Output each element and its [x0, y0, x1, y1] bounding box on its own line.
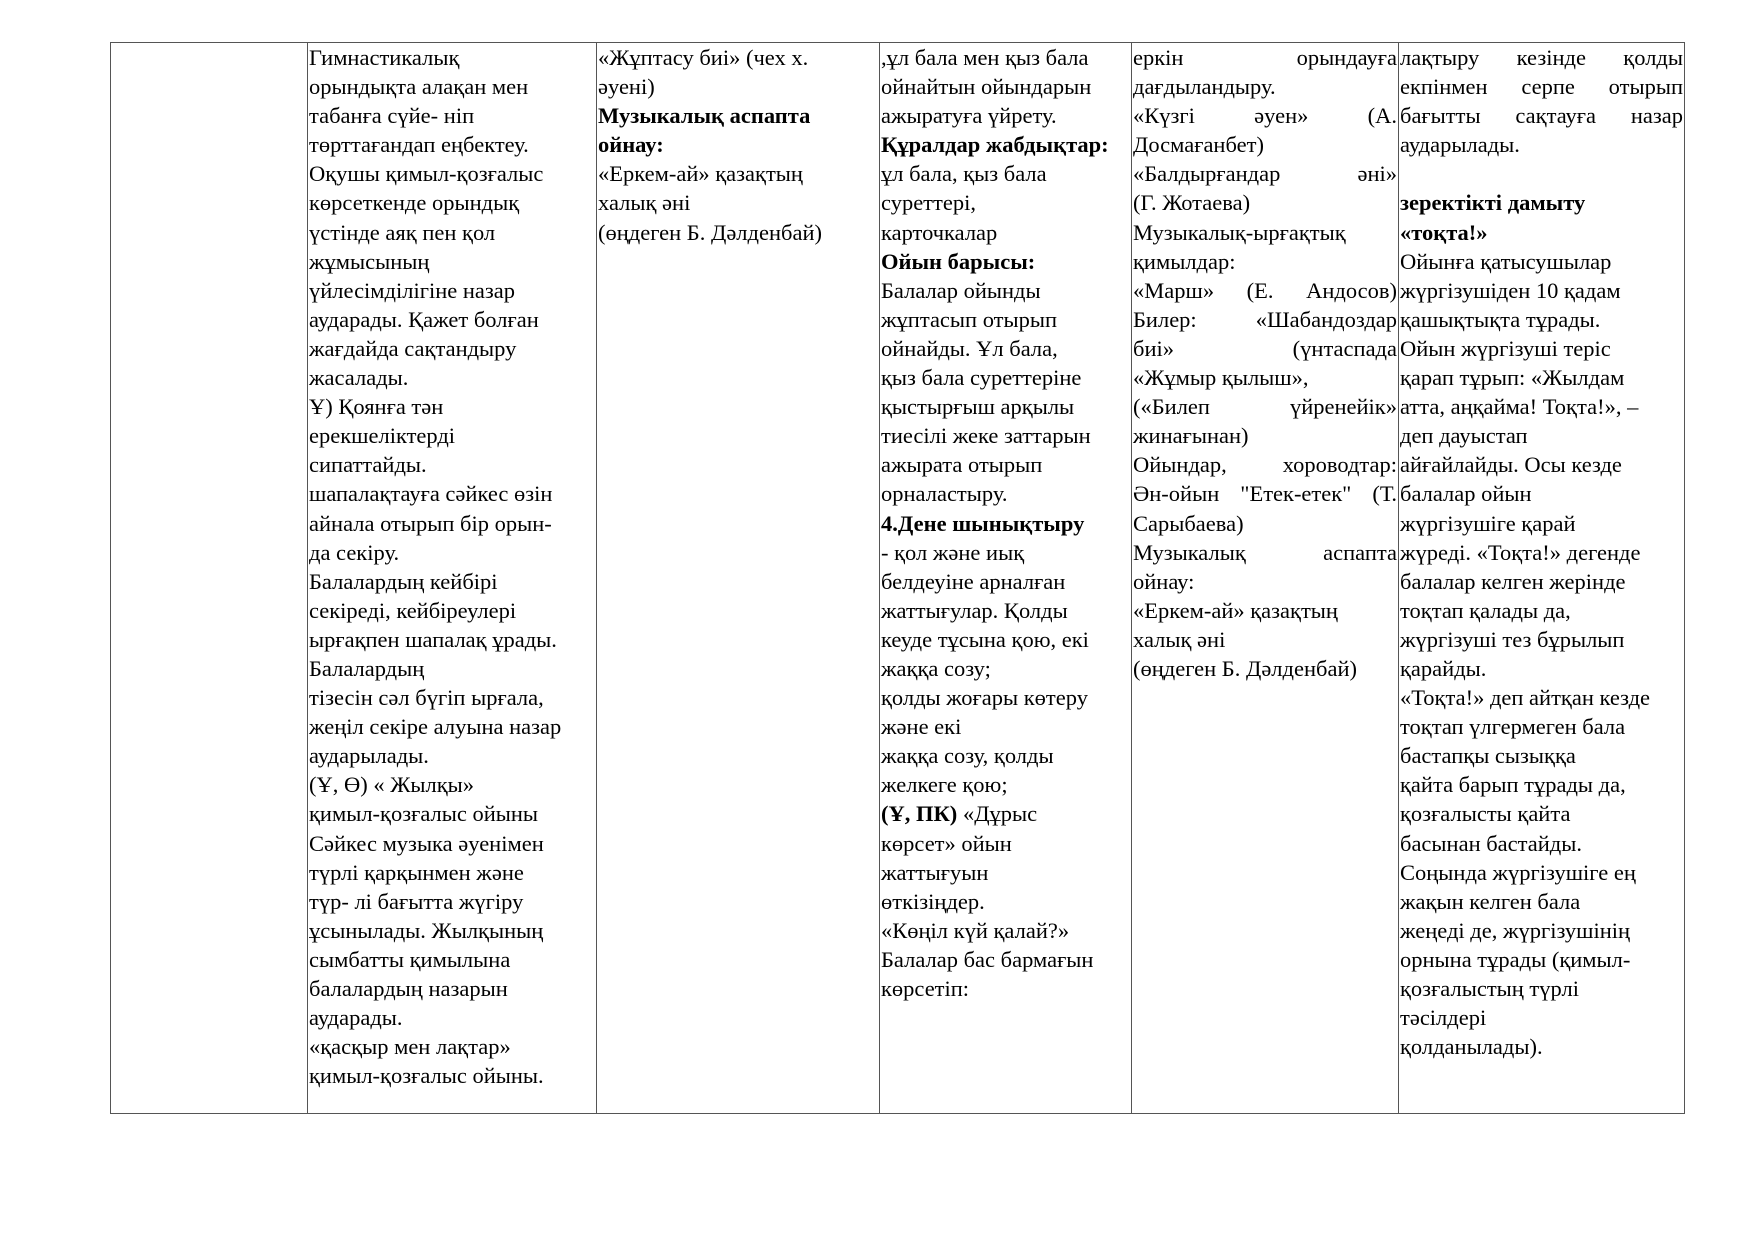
text-line: ұл бала, қыз бала [881, 161, 1047, 187]
text-line: суреттері, [881, 190, 976, 216]
text-line: лақтыру кезінде қолды [1400, 45, 1683, 70]
text-line: ерекшеліктерді [309, 423, 456, 449]
text-line: «Марш» (Е. Андосов) [1133, 277, 1397, 303]
text-line: Ән-ойын "Етек-етек" (Т. [1133, 481, 1397, 507]
text-line: 4.Дене шынықтыру [881, 510, 1085, 536]
text-line: ойнайтын ойындарын [881, 74, 1092, 100]
text-line: Музыкалық аспапта [1133, 539, 1397, 565]
text-line: «Көңіл күй қалай?» [881, 917, 1070, 943]
text-line: қыз бала суреттеріне [881, 365, 1082, 391]
text-line: жағдайда сақтандыру [309, 335, 517, 361]
text-line: тоқтап қалады да, [1400, 597, 1571, 623]
text-line: карточкалар [881, 219, 998, 245]
text-line [1400, 159, 1683, 188]
text-line: жұптасып отырып [881, 306, 1058, 332]
text-line: көрсет» ойын [881, 830, 1012, 856]
text-line: Балалардың [309, 655, 425, 681]
text-line: биі» (үнтаспада [1133, 335, 1397, 361]
text-line: Билер: «Шабандоздар [1133, 306, 1397, 332]
text-line: «Тоқта!» деп айтқан кезде [1400, 685, 1651, 711]
text-line: Ойынға қатысушылар [1400, 248, 1612, 274]
text-line: (Г. Жотаева) [1133, 190, 1251, 216]
text-line: аударылады. [309, 743, 429, 769]
text-line: жаттығулар. Қолды [881, 597, 1068, 623]
text-line: табанға сүйе- ніп [309, 103, 475, 129]
text-line: өткізіңдер. [881, 888, 985, 914]
text-line: жүргізушіден 10 қадам [1400, 277, 1621, 303]
text-line: «Жұмыр қылыш», [1133, 365, 1309, 391]
text-line: тоқтап үлгермеген бала [1400, 714, 1626, 740]
table-cell-col-3 [597, 43, 880, 1114]
text-line: (өңдеген Б. Дәлденбай) [598, 219, 822, 245]
text-line: қолданылады). [1400, 1034, 1543, 1060]
text-line: жеңіл секіре алуына назар [309, 714, 562, 740]
text-line: ажырата отырып [881, 452, 1043, 478]
text-line: ұсынылады. Жылқының [309, 917, 544, 943]
text-line: тізесін сәл бүгіп ырғала, [309, 685, 544, 711]
text-line: жасалады. [309, 365, 409, 391]
text-line: «Еркем-ай» қазақтың [1133, 597, 1338, 623]
text-line: орнына тұрады (қимыл- [1400, 946, 1631, 972]
text-line: Ұ) Қоянға тән [309, 394, 444, 420]
text-line: да секіру. [309, 539, 400, 565]
text-line: ырғақпен шапалақ ұрады. [309, 626, 557, 652]
text-line: қарайды. [1400, 655, 1487, 681]
text-line: ойнау: [598, 132, 664, 158]
text-line: Балалар бас бармағын [881, 946, 1094, 972]
text-line: айғайлайды. Осы кезде [1400, 452, 1622, 478]
text-line: Ойын барысы: [881, 248, 1036, 274]
table-cell-col-2 [308, 43, 597, 1114]
text-line: айнала отырып бір орын- [309, 510, 552, 536]
text-line: Музыкалық-ырғақтық [1133, 219, 1346, 245]
text-line: түрлі қарқынмен және [309, 859, 524, 885]
text-line: қимылдар: [1133, 248, 1236, 274]
text-line: Соңында жүргізушіге ең [1400, 859, 1636, 885]
text-line: аударылады. [1400, 132, 1520, 158]
text-line: тәсілдері [1400, 1005, 1487, 1031]
text-line: әуені) [598, 74, 655, 100]
text-line: қашықтықта тұрады. [1400, 306, 1601, 332]
text-line: қозғалыстың түрлі [1400, 976, 1579, 1001]
text-line: Ойындар, хороводтар: [1133, 452, 1397, 478]
text-line: «тоқта!» [1400, 219, 1488, 245]
lesson-plan-table [110, 42, 1685, 1114]
text-line: (Ұ, ПК) «Дұрыс [881, 801, 1038, 827]
text-line: халық әні [598, 190, 691, 216]
text-line: белдеуіне арналған [881, 568, 1066, 594]
text-line: секіреді, кейбіреулері [309, 597, 517, 623]
text-line: орналастыру. [881, 481, 1008, 507]
text-line: деп дауыстап [1400, 423, 1528, 449]
text-line: ойнау: [1133, 568, 1195, 594]
text-line: қайта барып тұрады да, [1400, 772, 1626, 798]
text-line: - қол және иық [881, 539, 1025, 565]
text-line: Оқушы қимыл-қозғалыс [309, 161, 544, 187]
text-line: Сәйкес музыка әуенімен [309, 830, 544, 856]
text-line: қозғалысты қайта [1400, 801, 1571, 827]
text-line: жұмысының [309, 248, 430, 274]
text-line: балалар ойын [1400, 481, 1532, 507]
text-line: жаққа созу, қолды [881, 743, 1054, 769]
text-line: жүргізушіге қарай [1400, 510, 1576, 536]
text-line: қарап тұрып: «Жылдам [1400, 365, 1625, 391]
text-line: («Билеп үйренейік» [1133, 394, 1397, 420]
text-line: жеңеді де, жүргізушінің [1400, 917, 1631, 943]
text-line: «қасқыр мен лақтар» [309, 1034, 511, 1060]
text-line: тиесілі жеке заттарын [881, 423, 1091, 449]
text-line: қимыл-қозғалыс ойыны. [309, 1063, 544, 1089]
text-line: көрсеткенде орындық [309, 190, 520, 216]
text-line: Балалардың кейбірі [309, 568, 498, 594]
text-line: сымбатты қимылына [309, 946, 511, 972]
text-line: желкеге қою; [881, 772, 1008, 798]
text-line: жақын келген бала [1400, 888, 1581, 914]
text-line: бағытты сақтауға назар [1400, 103, 1683, 129]
text-line: кеуде тұсына қою, екі [881, 626, 1089, 652]
text-line: балалардың назарын [309, 976, 508, 1001]
text-line: еркін орындауға [1133, 45, 1397, 70]
text-line: жүргізуші тез бұрылып [1400, 626, 1625, 652]
text-line: қыстырғыш арқылы [881, 394, 1075, 420]
text-line: басынан бастайды. [1400, 830, 1582, 856]
text-line: дағдыландыру. [1133, 74, 1276, 100]
text-line: аударады. [309, 1005, 403, 1031]
text-line: және екі [881, 714, 962, 740]
text-line: жаққа созу; [881, 655, 991, 681]
text-line: ажыратуға үйрету. [881, 103, 1057, 129]
text-line: Құралдар жабдықтар: [881, 132, 1109, 158]
table-cell-col-6 [1399, 43, 1685, 1114]
table-cell-col-4 [880, 43, 1132, 1114]
text-line: аударады. Қажет болған [309, 306, 539, 332]
text-line: жаттығуын [881, 859, 989, 885]
text-line: үстінде аяқ пен қол [309, 219, 496, 245]
text-line: сипаттайды. [309, 452, 427, 478]
table-cell-col-5 [1132, 43, 1399, 1114]
text-line: көрсетіп: [881, 976, 970, 1001]
text-line: қолды жоғары көтеру [881, 685, 1088, 711]
text-line: жинағынан) [1133, 423, 1249, 449]
text-line: халық әні [1133, 626, 1226, 652]
text-line: «Жұптасу биі» (чех х. [598, 45, 809, 70]
text-line: «Балдырғандар әні» [1133, 161, 1397, 187]
text-line: үйлесімділігіне назар [309, 277, 516, 303]
text-line: екпінмен серпе отырып [1400, 74, 1683, 100]
text-line: бастапқы сызыққа [1400, 743, 1576, 769]
text-line: Ойын жүргізуші теріс [1400, 335, 1611, 361]
text-line: ,ұл бала мен қыз бала [881, 45, 1089, 70]
text-line: орындықта алақан мен [309, 74, 529, 100]
text-line: «Еркем-ай» қазақтың [598, 161, 803, 187]
text-line: Музыкалық аспапта [598, 103, 811, 129]
text-line: (өңдеген Б. Дәлденбай) [1133, 655, 1357, 681]
text-line: ойнайды. Ұл бала, [881, 335, 1058, 361]
table-row [111, 43, 1685, 1114]
text-line: Сарыбаева) [1133, 510, 1244, 536]
text-line: зеректікті дамыту [1400, 190, 1586, 216]
text-line: Балалар ойынды [881, 277, 1041, 303]
text-line: жүреді. «Тоқта!» дегенде [1400, 539, 1641, 565]
text-line: Досмағанбет) [1133, 132, 1264, 158]
text-line: түр- лі бағытта жүгіру [309, 888, 524, 914]
text-line: атта, аңқайма! Тоқта!», – [1400, 394, 1639, 420]
text-line: Гимнастикалық [309, 45, 460, 70]
text-line: қимыл-қозғалыс ойыны [309, 801, 539, 827]
text-line: «Күзгі әуен» (А. [1133, 103, 1397, 129]
text-line: балалар келген жерінде [1400, 568, 1626, 594]
text-line: төрттағандап еңбектеу. [309, 132, 529, 158]
text-line: (Ұ, Ө) « Жылқы» [309, 772, 475, 798]
table-cell-col-1 [111, 43, 308, 1114]
text-line: шапалақтауға сәйкес өзін [309, 481, 553, 507]
